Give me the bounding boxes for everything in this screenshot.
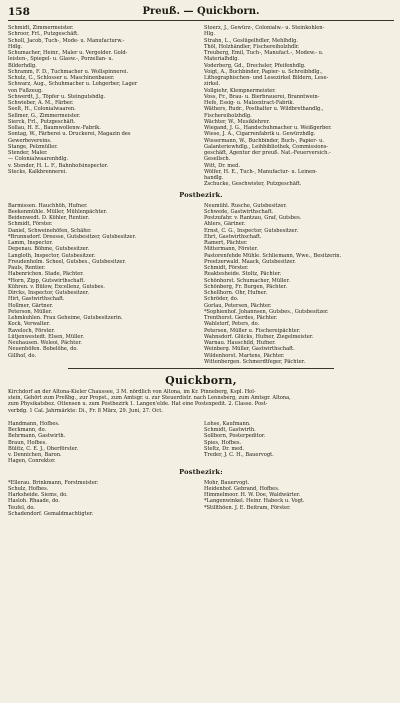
directory-entry: Daniel, Schweinehöfen, Schäfer. bbox=[8, 227, 92, 234]
description-line: stein, Gehört zum Preßbg., zur Propst., zum Amtsgr. u. zur Steuerdistr. nach Lennsberg, zum Amtsgr. Altona, bbox=[8, 395, 291, 402]
directory-entry: Schönhorst. Schumacher, Müller. bbox=[204, 277, 290, 284]
directory-entry: Ehrt, Gastwirthschaft. bbox=[204, 233, 262, 240]
directory-entry: von Fußzeug. bbox=[8, 87, 43, 94]
directory-entry: *Sophienhof. Johannsen, Gutsbes., Gutsbesitzer. bbox=[204, 308, 329, 315]
directory-entry: Hollmer, Gärtner. bbox=[8, 302, 54, 309]
quickborn-postbezirk-listing bbox=[8, 480, 394, 518]
directory-entry: Wölfer, H. E., Tuch-, Manufactur- u. Leinen- bbox=[204, 168, 318, 175]
directory-entry: *Stillthöen. J. E. Beitram, Förster. bbox=[204, 504, 291, 511]
postbezirk-column-left bbox=[8, 203, 198, 366]
directory-entry: Schwarz, Aug., Schuhmacher u. Lohgerber, Lager bbox=[8, 81, 138, 88]
directory-entry: geschäft, Agentur der preuß. Nat.-Feuerversich.- bbox=[204, 150, 331, 156]
directory-entry: Fischereiholzhdlg. bbox=[204, 112, 252, 119]
directory-entry: Sontag, W., Färberei u. Druckerei, Magazin des bbox=[8, 131, 131, 138]
directory-entry: Peterson, Müller. bbox=[8, 308, 53, 315]
directory-entry: Steltz, Dr. med. bbox=[204, 445, 245, 452]
directory-entry: Braun, Hofbes. bbox=[8, 439, 47, 446]
quickborn-listing bbox=[8, 421, 394, 465]
directory-entry: Lamm, Inspector. bbox=[8, 240, 53, 246]
directory-entry: Thöl, Holzhändler, Fischereiholzhdlr. bbox=[204, 43, 300, 50]
directory-entry: Beckmann, do. bbox=[8, 427, 47, 434]
directory-entry: Neuhausen. Weleoi, Pächter. bbox=[8, 340, 82, 346]
directory-entry: Voss, Fr., Brau- u. Bierbrauerei, Branntwein- bbox=[204, 93, 320, 100]
directory-entry: Hirt, Gastwirthschaft. bbox=[8, 296, 65, 303]
directory-entry: Wittenbergen. Schmerdtfeger, Pächter. bbox=[204, 358, 306, 365]
directory-entry: Weinberg. Müller, Gastwirthschaft. bbox=[204, 346, 295, 353]
directory-entry: Trenthorst. Gerdes, Pächter. bbox=[204, 315, 278, 321]
directory-entry: Schröder, do. bbox=[204, 296, 239, 303]
directory-entry: Schönberg, Fr. Burgen, Pächter. bbox=[204, 283, 288, 290]
directory-entry: Wildenhorst. Martens, Pächter. bbox=[204, 352, 285, 359]
directory-entry: Barmissen. Hauchhöh, Hufner. bbox=[8, 202, 88, 209]
directory-entry: Lohse, Kaufmann. bbox=[204, 420, 251, 427]
directory-entry: *Langenwinkel. Heinr. Habeck u. Vogt. bbox=[204, 498, 305, 505]
directory-entry: Hagen, Conrektor. bbox=[8, 458, 56, 465]
directory-entry: Lehmkuhlen. Frau Geheime, Gutsbesitzerin. bbox=[8, 315, 123, 321]
directory-entry: Wiese, J. A., Cigarrenfabrik u. Gewürzhdlg. bbox=[204, 131, 316, 138]
directory-entry: Schumacher, Heinr., Maler u. Vergolder. Gold- bbox=[8, 50, 128, 56]
directory-entry: Beidenwedt. D. Köhler, Rentier. bbox=[8, 215, 90, 221]
directory-entry: Freudenholm. Scheel, Gutsbes., Gutsbesitzer. bbox=[8, 258, 126, 265]
directory-entry: Wahlstorf, Peters, do. bbox=[204, 321, 260, 328]
postbezirk-listing bbox=[8, 203, 394, 366]
description-line: Kirchdorf an der Altona-Kieler Chaussee, 3 M. nördlich von Altona, im Kr. Pinneberg, Kspl. Hol- bbox=[8, 389, 256, 395]
directory-entry: Wiegand, J. G., Handschuhmacher u. Weißgerber. bbox=[204, 125, 332, 131]
directory-entry: Hasloh. Rhaade, do. bbox=[8, 498, 60, 505]
directory-entry: Teufel, do. bbox=[8, 504, 35, 511]
directory-entry: Seelt, H., Colonialwaaren. bbox=[8, 106, 76, 113]
running-header bbox=[8, 6, 394, 21]
directory-entry: Gillhof, do. bbox=[8, 352, 37, 359]
section-title-quickborn: Quickborn, bbox=[165, 374, 237, 387]
directory-entry: Neumühl. Rusche, Gutsbesitzer. bbox=[204, 202, 287, 209]
directory-entry: v. Stender, H. L. F., Bahnhofsinspector. bbox=[8, 162, 109, 169]
directory-entry: Sellmer, G., Zimmermeister. bbox=[8, 112, 81, 119]
directory-entry: Neuenhöfen. Bobelöhe, do. bbox=[8, 346, 78, 353]
directory-entry: Depenau. Böhme, Gutsbesitzer. bbox=[8, 246, 90, 253]
directory-entry: Sierck, Frl., Putzgeschäft. bbox=[8, 118, 76, 125]
directory-entry: Hdlg. bbox=[8, 43, 23, 50]
directory-entry: Mittermann, Förster. bbox=[204, 246, 258, 253]
directory-entry: Behrmann, Gastwirth. bbox=[8, 433, 66, 440]
directory-entry: Schroor, Frl., Putzgeschäft. bbox=[8, 31, 79, 38]
directory-entry: Treuberg, Emil, Tuch-, Manufact.-, Modew.- u. bbox=[204, 50, 324, 56]
directory-entry: *Brunnsdorf. Dreesse, Gutsbesitzer, Gutsbesitzer. bbox=[8, 233, 137, 240]
directory-entry: Pastorenfehde Mühle. Schliemann, Wwe., Besitzerin. bbox=[204, 252, 342, 259]
directory-entry: Schwerdt, J., Töpfer u. Steingutshdlg. bbox=[8, 93, 106, 100]
quickborn-column-left bbox=[8, 421, 198, 465]
directory-entry: Zschucke, Geschwister, Putzgeschäft. bbox=[204, 181, 302, 188]
postbezirk-column-right bbox=[204, 203, 394, 366]
directory-entry: Schulz, Hofbes. bbox=[8, 485, 49, 492]
directory-entry: Heidenhof. Gebrand, Hofbes. bbox=[204, 485, 280, 492]
directory-entry: Vollgiehr, Klempnermeister. bbox=[204, 87, 276, 94]
directory-entry: Witt, Dr. med. bbox=[204, 162, 241, 169]
directory-entry: *Horn, Zipp, Gutswirthschaft. bbox=[8, 277, 86, 284]
directory-entry: Lütjenwestedt. Elsen, Müller. bbox=[8, 333, 84, 340]
directory-entry: Habenrichen. Stade, Pächter. bbox=[8, 271, 84, 278]
directory-entry: Kock, Verwalter. bbox=[8, 321, 51, 328]
running-title: Preuß. — Quickborn. bbox=[142, 6, 260, 17]
directory-entry: Handmann, Hofbes. bbox=[8, 420, 60, 427]
directory-entry: Kühren. v. Bülow, Excellenz, Gutsbes. bbox=[8, 283, 105, 290]
directory-entry: Harksheide. Siems, do. bbox=[8, 492, 68, 499]
directory-entry: Schwede, Gastwirthschaft. bbox=[204, 208, 274, 215]
directory-entry: Himmelmoor. H. W. Doe, Waldwärter. bbox=[204, 492, 301, 499]
divider-rule bbox=[68, 368, 334, 369]
directory-entry: Pauls, Rentier. bbox=[8, 265, 46, 271]
directory-entry: Sollborn, Posterpeditor. bbox=[204, 433, 266, 440]
directory-entry: Preetzerwald. Maack, Gutsbesitzer. bbox=[204, 258, 296, 265]
quickborn-column-right bbox=[204, 421, 394, 465]
directory-entry: Petersen, Müller u. Fischereipächter. bbox=[204, 327, 301, 334]
directory-entry: Bülitz, C. E. J., Oberförster. bbox=[8, 445, 79, 452]
directory-entry: Scholl, Jacob, Tuch-, Mode- u. Manufacturw.- bbox=[8, 37, 125, 44]
directory-entry: v. Dennichen, Baron. bbox=[8, 452, 62, 459]
directory-entry: Hefe, Essig- u. Malzextract-Fabrik. bbox=[204, 100, 295, 106]
directory-entry: Galanteriewhdlg., Leihbibliothek, Commissions- bbox=[204, 143, 329, 150]
directory-entry: Wissermann, W., Buchbinder, Buch-, Papier- u. bbox=[204, 137, 324, 144]
directory-entry: Bilderhdlg. bbox=[8, 62, 37, 69]
directory-entry: Treder, J. C. H., Bauervogt. bbox=[204, 452, 274, 459]
directory-entry: Raveloch, Förster. bbox=[8, 327, 55, 334]
directory-entry: Schellhorn. Ohr, Hufner. bbox=[204, 290, 268, 296]
listing-column-left bbox=[8, 25, 198, 188]
description-line: zum Physikatsbez. Ottensen u. zum Postbezirk 1. Langen'elde. Hat eine Postexpedit. 2. Classe. Post- bbox=[8, 401, 268, 408]
directory-entry: Wächter, W., Musiklehrer. bbox=[204, 118, 271, 125]
directory-entry: Sollau, H. E., Baumwollenw.-Fabrik. bbox=[8, 125, 101, 131]
directory-entry: Hlg. bbox=[204, 31, 215, 38]
directory-entry: Lithographischen- und Lesezirkel Bildern, Lese- bbox=[204, 75, 329, 81]
directory-entry: Ramert, Pächter. bbox=[204, 240, 248, 246]
directory-entry: Schmidt, Zimmermeister. bbox=[8, 25, 74, 31]
section-title-postbezirk-quickborn: Postbezirk: bbox=[179, 467, 223, 476]
document-page bbox=[8, 6, 394, 698]
directory-entry: Gewerbevereins. bbox=[8, 137, 52, 144]
directory-entry: Materialhdlg. bbox=[204, 56, 240, 63]
quickborn-description bbox=[8, 389, 394, 414]
directory-entry: handlg. bbox=[204, 175, 224, 181]
directory-entry: Schadendorf. Gemaldmachtigter. bbox=[8, 510, 94, 517]
section-title-postbezirk-preetz: Postbezirk. bbox=[179, 190, 223, 199]
directory-entry: Stange, Pelzmüller. bbox=[8, 143, 58, 150]
directory-entry: Schramm, F. D., Tuchmacher u. Wollspinnerei. bbox=[8, 68, 129, 75]
directory-entry: Ernst, C. G., Inspector, Gutsbesitzer. bbox=[204, 227, 299, 234]
quickborn-postbezirk-column-left bbox=[8, 480, 198, 518]
directory-entry: Reaktesheide. Stoltz, Pächter. bbox=[204, 271, 282, 278]
directory-entry: Schulz, C., Schlosser u. Maschinenbauer. bbox=[8, 75, 115, 81]
directory-entry: Dircks, Inspector, Gutsbesitzer. bbox=[8, 290, 89, 296]
directory-entry: Postzufahr. v. Rantzau, Graf, Gutsbes. bbox=[204, 215, 302, 221]
directory-entry: Langloth, Inspector, Gutsbesitzer. bbox=[8, 252, 96, 259]
directory-entry: Schmidt, Förster. bbox=[204, 265, 249, 271]
directory-entry: Schwieber, A. M., Färber. bbox=[8, 100, 74, 106]
directory-entry: Voderberg, Gd., Drechsler, Pfeifenhdlg. bbox=[204, 62, 306, 69]
directory-entry: Schmidt, Förster. bbox=[8, 221, 53, 228]
listing-column-right bbox=[204, 25, 394, 188]
directory-entry: Stender, Maler. bbox=[8, 150, 48, 156]
directory-entry: Ahlers, Gärtner. bbox=[204, 221, 246, 228]
directory-entry: leisten-, Spiegel- u. Glasw.-, Porzellan- u. bbox=[8, 56, 114, 63]
directory-entry: Strahn, L., Geslügelhdler, Mehlhdlg. bbox=[204, 37, 299, 44]
quickborn-postbezirk-column-right bbox=[204, 480, 394, 518]
directory-entry: *Ellerau. Brinkmann, Forstmeister. bbox=[8, 479, 99, 486]
directory-entry: Mohr, Bauervogt. bbox=[204, 479, 250, 486]
directory-entry: Schmidt, Gastwirth. bbox=[204, 427, 256, 434]
directory-entry: Voigt, A., Buchbinder, Papier- u. Schreibhdlg., bbox=[204, 68, 323, 75]
directory-entry: Stoerz, J., Gewürz-, Colonialw.- u. Steinkohlen- bbox=[204, 25, 325, 31]
directory-entry: zirkel. bbox=[204, 81, 221, 88]
directory-entry: Gorlau, Petersen, Pächter. bbox=[204, 302, 272, 309]
page-number: 158 bbox=[8, 6, 30, 18]
directory-entry: Warnau. Hauschild, Hufner. bbox=[204, 340, 276, 346]
directory-entry: Wäthers, Rudr., Posthalter u. Wildbrethandlg., bbox=[204, 106, 324, 113]
directory-entry: — Colonialwaarenhdlg. bbox=[8, 156, 69, 163]
directory-entry: Wahnsdorf. Glücks, Hufner, Ziegelmeister. bbox=[204, 333, 314, 340]
directory-entry: Beekenmühle. Müller, Mühlenpächter. bbox=[8, 208, 107, 215]
directory-entry: Spies, Hofbes. bbox=[204, 439, 242, 446]
directory-entry: Gesellsch. bbox=[204, 156, 231, 163]
description-line: verbdg. 1 Cal. Jahrmärkte: Di., Fr. 8 März, 29. Juni, 27. Oct. bbox=[8, 407, 163, 414]
directory-entry: Stecks, Kalkbrennerei. bbox=[8, 168, 67, 175]
top-listing bbox=[8, 25, 394, 188]
